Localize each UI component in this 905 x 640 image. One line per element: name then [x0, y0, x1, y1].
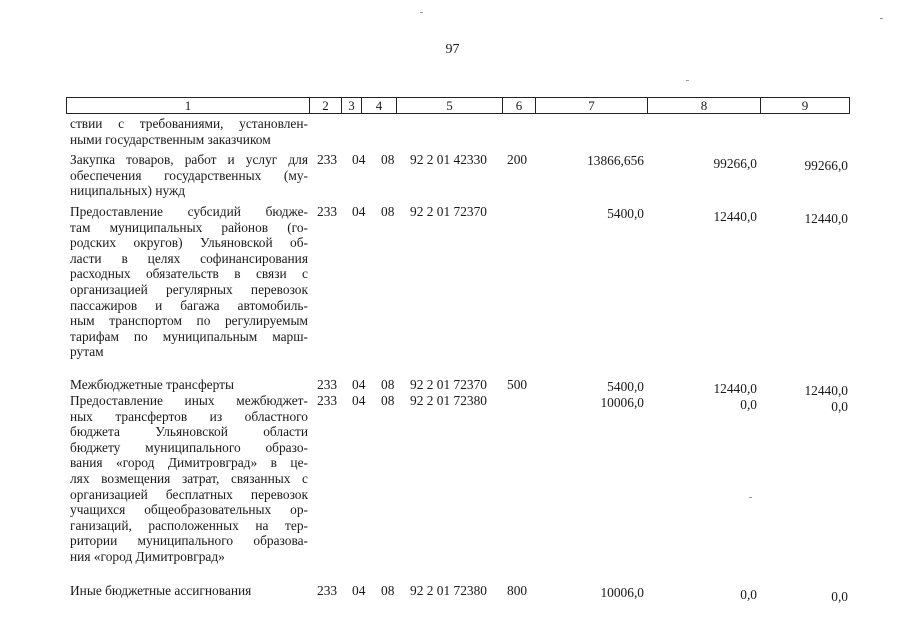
description-line: ниципальных) нужд: [70, 183, 186, 199]
description-line: учащихся общеобразовательных ор-: [70, 502, 308, 518]
description-line: обеспечения государственных (му-: [70, 167, 308, 183]
description-line: Закупка товаров, работ и услуг для: [70, 152, 308, 167]
header-col-8: 8: [648, 98, 761, 113]
cell-c7: 5400,0: [607, 206, 644, 221]
cell-c5: 92 2 01 42330: [410, 152, 487, 167]
cell-c3: 04: [352, 204, 366, 219]
cell-c7: 10006,0: [600, 585, 644, 600]
description-line: бюджету муниципального образо-: [70, 439, 308, 455]
cell-c2: 233: [317, 583, 338, 598]
row-description: [70, 377, 308, 393]
cell-c7: 10006,0: [600, 395, 644, 410]
description-line: организацией регулярных перевозок: [70, 281, 308, 297]
cell-c8: 12440,0: [713, 381, 757, 396]
scan-speck: [880, 18, 883, 19]
header-col-1: 1: [67, 98, 310, 113]
cell-c8: 12440,0: [713, 209, 757, 224]
description-line: ласти в целях софинансирования: [70, 250, 308, 266]
cell-c6: 500: [507, 377, 528, 392]
cell-c5: 92 2 01 72370: [410, 377, 487, 392]
cell-c4: 08: [381, 152, 395, 167]
cell-c8: 99266,0: [713, 156, 757, 171]
cell-c8: 0,0: [740, 397, 757, 412]
cell-c5: 92 2 01 72380: [410, 583, 487, 598]
page-number: 97: [445, 42, 460, 57]
cell-c4: 08: [381, 583, 395, 598]
cell-c8: 0,0: [740, 587, 757, 602]
description-line: ритории муниципального образова-: [70, 533, 308, 549]
cell-c3: 04: [352, 583, 366, 598]
description-line: Межбюджетные трансферты: [70, 377, 234, 392]
description-line: тарифам по муниципальным марш-: [70, 328, 308, 344]
description-line: ными государственным заказчиком: [70, 131, 271, 147]
table-header: [66, 97, 850, 114]
description-line: Предоставление субсидий бюдже-: [70, 204, 308, 219]
cell-c9: 0,0: [831, 399, 848, 414]
header-col-6: 6: [503, 98, 536, 113]
header-col-4: 4: [362, 98, 397, 113]
description-line: рутам: [70, 344, 104, 360]
description-line: пассажиров и багажа автомобиль-: [70, 297, 308, 313]
row-description: [70, 152, 308, 199]
cell-c3: 04: [352, 377, 366, 392]
header-col-5: 5: [397, 98, 503, 113]
row-description: [70, 393, 308, 565]
cell-c7: 13866,656: [587, 153, 644, 168]
description-line: Предоставление иных межбюджет-: [70, 393, 308, 408]
cell-c2: 233: [317, 377, 338, 392]
header-col-3: 3: [342, 98, 362, 113]
cell-c7: 5400,0: [607, 379, 644, 394]
description-line: ным транспортом по регулируемым: [70, 313, 308, 329]
cell-c2: 233: [317, 204, 338, 219]
cell-c5: 92 2 01 72380: [410, 393, 487, 408]
row-description: [70, 583, 308, 599]
cell-c9: 12440,0: [804, 211, 848, 226]
scan-speck: [420, 12, 423, 13]
description-line: организацией бесплатных перевозок: [70, 486, 308, 502]
cell-c4: 08: [381, 393, 395, 408]
cell-c2: 233: [317, 393, 338, 408]
description-line: вания «город Димитровград» в це-: [70, 455, 308, 471]
header-col-2: 2: [310, 98, 342, 113]
description-line: ния «город Димитровград»: [70, 548, 225, 564]
description-line: там муниципальных районов (го-: [70, 219, 308, 235]
cell-c9: 99266,0: [804, 158, 848, 173]
cell-c6: 200: [507, 152, 528, 167]
scan-speck: [749, 497, 752, 498]
cell-c2: 233: [317, 152, 338, 167]
cell-c9: 12440,0: [804, 383, 848, 398]
description-line: лях возмещения затрат, связанных с: [70, 470, 308, 486]
cell-c5: 92 2 01 72370: [410, 204, 487, 219]
scan-speck: [686, 80, 689, 81]
header-col-9: 9: [801, 98, 809, 113]
description-line: родских округов) Ульяновской об-: [70, 235, 308, 251]
cell-c3: 04: [352, 393, 366, 408]
cell-c6: 800: [507, 583, 528, 598]
row-description: [70, 204, 308, 360]
cell-c4: 08: [381, 204, 395, 219]
row-description: [70, 116, 308, 147]
header-col-7: 7: [536, 98, 648, 113]
description-line: ных трансфертов из областного: [70, 408, 308, 424]
description-line: ствии с требованиями, установлен-: [70, 116, 308, 131]
description-line: ганизаций, расположенных на тер-: [70, 517, 308, 533]
cell-c4: 08: [381, 377, 395, 392]
cell-c3: 04: [352, 152, 366, 167]
cell-c9: 0,0: [831, 589, 848, 604]
description-line: бюджета Ульяновской области: [70, 424, 308, 440]
description-line: расходных обязательств в связи с: [70, 266, 308, 282]
description-line: Иные бюджетные ассигнования: [70, 583, 252, 598]
